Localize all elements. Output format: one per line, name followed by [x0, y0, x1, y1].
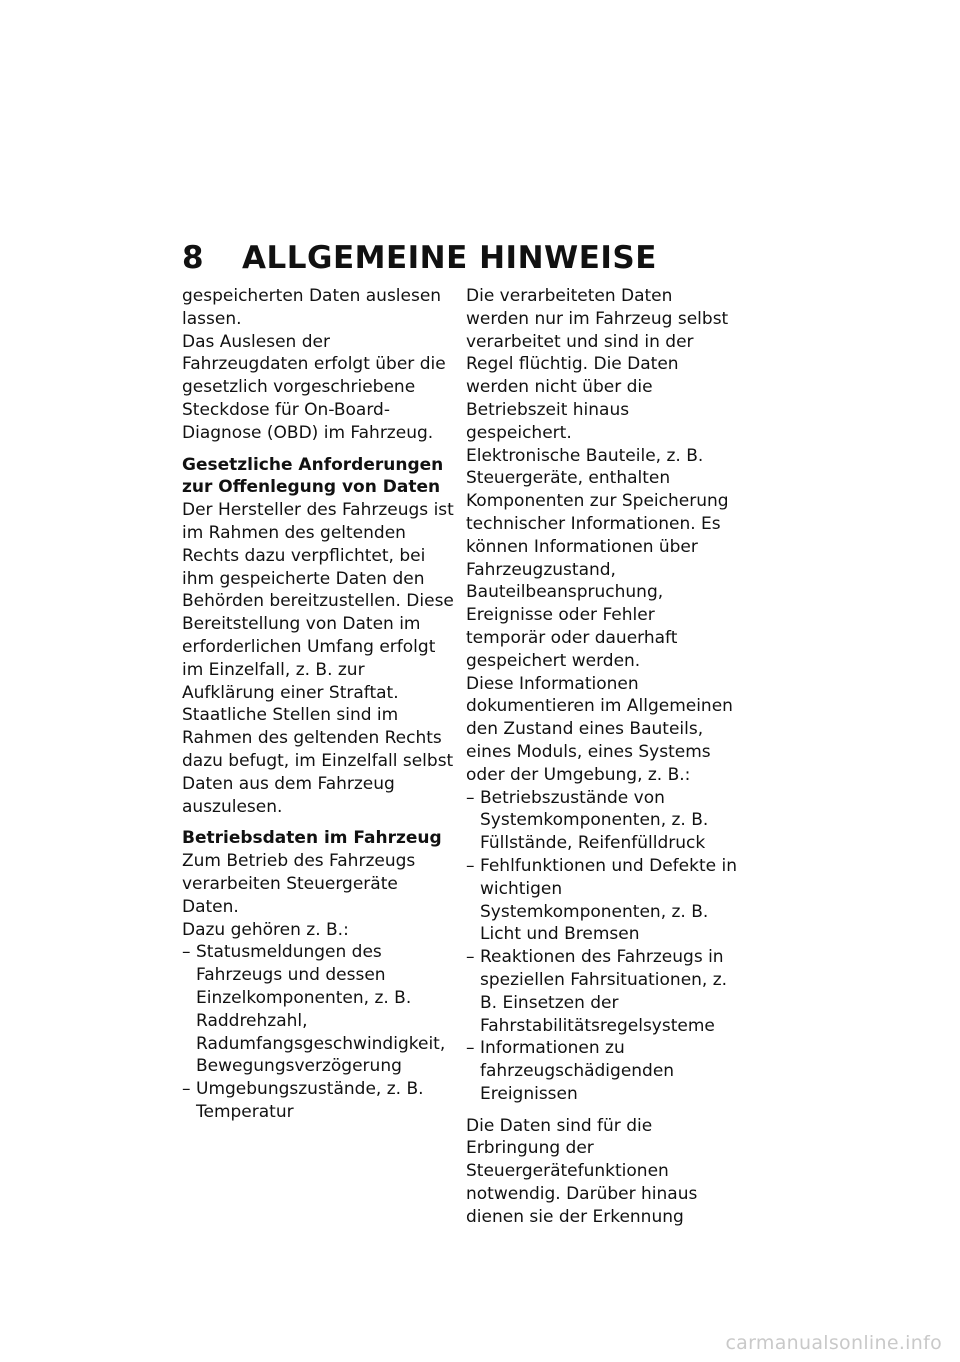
list-item: – Informationen zu fahrzeugschädigenden Ereignissen	[466, 1038, 675, 1104]
paragraph: Der Hersteller des Fahrzeugs ist im Rahmen des geltenden Rechts dazu verpflichtet, bei ihm gespeicherte Daten den Behörden bereitzustellen. Diese Bereitstellung von Daten im erforderlichen Umfang erfolgt im Einzelfall, z. B. zur Aufklärung einer Straftat.	[182, 500, 454, 703]
bullet-list	[182, 941, 454, 1123]
chapter-title: ALLGEMEINE HINWEISE	[242, 240, 657, 276]
chapter-heading	[182, 240, 657, 276]
paragraph: Die Daten sind für die Erbringung der Steuergerätefunktionen notwendig. Darüber hinaus dienen sie der Erkennung	[466, 1115, 698, 1227]
list-item: – Betriebszustände von Systemkomponenten, z. B. Füllstände, Reifenfülldruck	[466, 787, 709, 854]
paragraph: Elektronische Bauteile, z. B. Steuergeräte, enthalten Komponenten zur Speicherung technischer Informationen. Es können Informationen über Fahrzeugzustand, Bauteilbeanspruchung, Ereignisse oder Fehler temporär oder dauerhaft gespeichert werden.	[466, 445, 729, 671]
list-item: – Umgebungszustände, z. B. Temperatur	[182, 1079, 424, 1122]
list-item: – Statusmeldungen des Fahrzeugs und dessen Einzelkomponenten, z. B. Raddrehzahl, Radumfangsgeschwindigkeit, Bewegungsverzögerung	[182, 942, 446, 1077]
bullet-list	[466, 787, 738, 1106]
paragraph: Staatliche Stellen sind im Rahmen des geltenden Rechts dazu befugt, im Einzelfall selbst Daten aus dem Fahrzeug auszulesen.	[182, 705, 454, 817]
watermark: carmanualsonline.info	[725, 1332, 942, 1354]
paragraph: Diese Informationen dokumentieren im Allgemeinen den Zustand eines Bauteils, eines Moduls, eines Systems oder der Umgebung, z. B.:	[466, 673, 733, 785]
list-item: – Fehlfunktionen und Defekte in wichtigen Systemkomponenten, z. B. Licht und Bremsen	[466, 855, 737, 945]
left-column	[182, 285, 454, 1124]
paragraph: gespeicherten Daten auslesen lassen.	[182, 286, 442, 329]
right-column	[466, 285, 738, 1229]
paragraph: Zum Betrieb des Fahrzeugs verarbeiten Steuergeräte Daten.	[182, 851, 416, 917]
section-heading: Betriebsdaten im Fahrzeug	[182, 828, 442, 849]
list-item: – Reaktionen des Fahrzeugs in speziellen Fahrsituationen, z. B. Einsetzen der Fahrstabilitätsregelsysteme	[466, 947, 728, 1036]
paragraph: Die verarbeiteten Daten werden nur im Fahrzeug selbst verarbeitet und sind in der Regel flüchtig. Die Daten werden nicht über die Betriebszeit hinaus gespeichert.	[466, 286, 729, 443]
paragraph: Das Auslesen der Fahrzeugdaten erfolgt über die gesetzlich vorgeschriebene Steckdose für On-Board-Diagnose (OBD) im Fahrzeug.	[182, 331, 446, 443]
chapter-number: 8	[182, 240, 205, 276]
paragraph: Dazu gehören z. B.:	[182, 919, 349, 940]
section-heading: Gesetzliche Anforderungen zur Offenlegung von Daten	[182, 454, 444, 498]
